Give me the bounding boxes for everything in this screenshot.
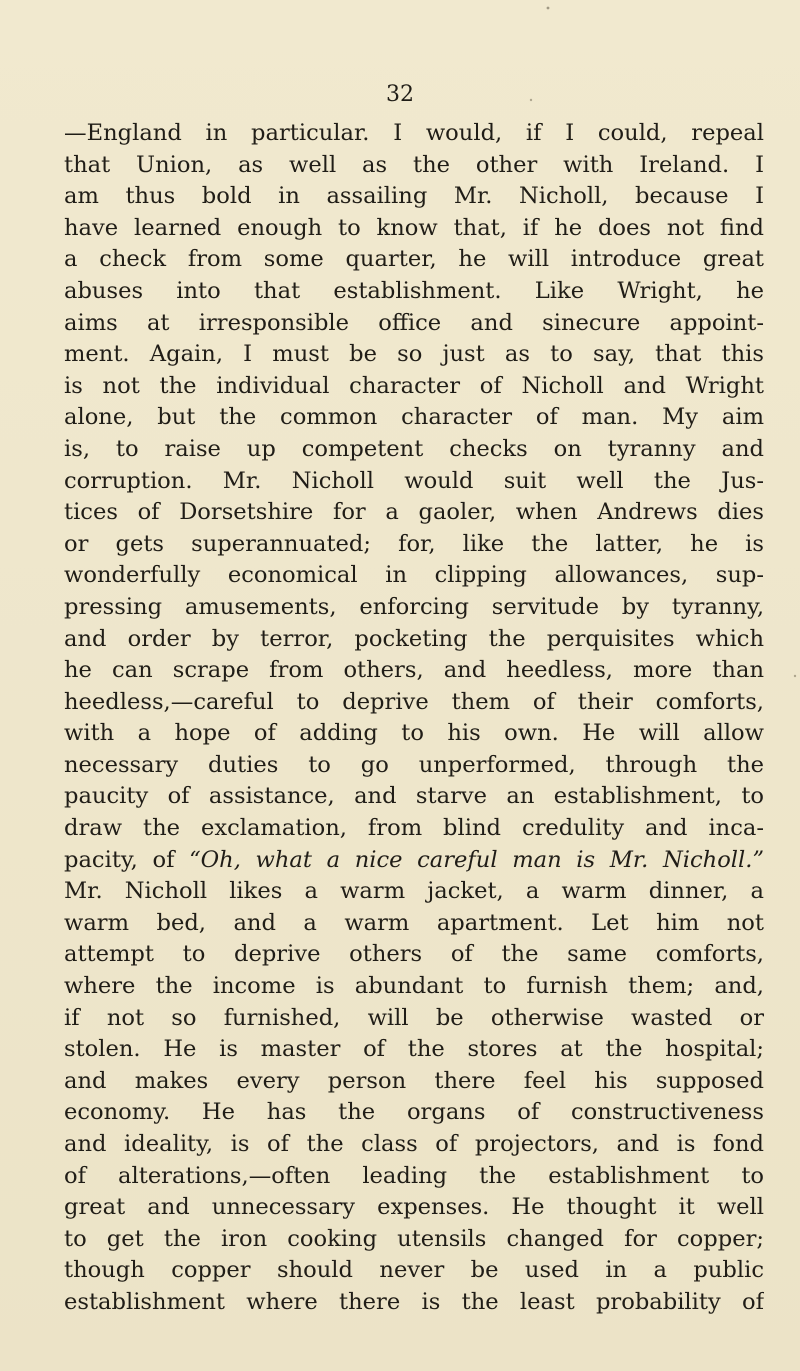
italic-quote: “Oh, what a nice careful man is Mr. Nicholl.” xyxy=(189,846,764,873)
text-line: alone, but the common character of man. My aim xyxy=(64,404,764,431)
text-line: is not the individual character of Nicholl and Wright xyxy=(64,372,764,399)
text-line: if not so furnished, will be otherwise wasted or xyxy=(64,1004,764,1031)
paper-speck xyxy=(547,7,550,10)
text-line: great and unnecessary expenses. He thought it well xyxy=(64,1194,764,1221)
text-line: and makes every person there feel his supposed xyxy=(64,1067,764,1094)
text-line: to get the iron cooking utensils changed for copper; xyxy=(64,1225,764,1252)
text-line: am thus bold in assailing Mr. Nicholl, because I xyxy=(64,183,764,210)
text-line-lead: pacity, of xyxy=(64,846,190,873)
text-line: draw the exclamation, from blind credulity and inca- xyxy=(64,815,764,842)
text-line: though copper should never be used in a public xyxy=(64,1257,764,1284)
text-line-with-quote xyxy=(64,845,764,877)
text-line: —England in particular. I would, if I could, repeal xyxy=(64,120,764,146)
text-line: a check from some quarter, he will introduce great xyxy=(64,246,764,273)
text-line: abuses into that establishment. Like Wright, he xyxy=(64,277,764,304)
text-line: corruption. Mr. Nicholl would suit well the Jus- xyxy=(64,467,764,494)
text-line: have learned enough to know that, if he does not find xyxy=(64,214,764,241)
text-line: ment. Again, I must be so just as to say, that this xyxy=(64,341,764,368)
text-line: necessary duties to go unperformed, through the xyxy=(64,751,764,778)
paper-speck xyxy=(794,675,796,677)
text-line: heedless,—careful to deprive them of their comforts, xyxy=(64,688,764,715)
page-number: 32 xyxy=(386,82,414,107)
text-line: and order by terror, pocketing the perquisites which xyxy=(64,625,764,652)
text-line: stolen. He is master of the stores at the hospital; xyxy=(64,1036,764,1063)
text-line: pressing amusements, enforcing servitude by tyranny, xyxy=(64,593,764,620)
text-line: aims at irresponsible office and sinecure appoint- xyxy=(64,309,764,336)
text-line: of alterations,—often leading the establishment to xyxy=(64,1162,764,1189)
body-text xyxy=(64,118,764,1319)
text-line: that Union, as well as the other with Ireland. I xyxy=(64,151,764,178)
text-line: Mr. Nicholl likes a warm jacket, a warm dinner, a xyxy=(64,878,764,905)
text-line: establishment where there is the least probability of xyxy=(64,1288,764,1315)
text-line: paucity of assistance, and starve an establishment, to xyxy=(64,783,764,810)
text-line: tices of Dorsetshire for a gaoler, when Andrews dies xyxy=(64,499,764,526)
text-line: warm bed, and a warm apartment. Let him not xyxy=(64,909,764,936)
text-line: or gets superannuated; for, like the latter, he is xyxy=(64,530,764,557)
text-line: economy. He has the organs of constructiveness xyxy=(64,1099,764,1126)
text-line: where the income is abundant to furnish them; and, xyxy=(64,973,764,1000)
text-line: he can scrape from others, and heedless, more than xyxy=(64,657,764,684)
paper-speck xyxy=(530,99,532,101)
text-line: wonderfully economical in clipping allowances, sup- xyxy=(64,562,764,589)
text-line: and ideality, is of the class of projectors, and is fond xyxy=(64,1131,764,1157)
text-line: attempt to deprive others of the same comforts, xyxy=(64,941,764,968)
text-line: with a hope of adding to his own. He will allow xyxy=(64,720,764,747)
text-line: is, to raise up competent checks on tyranny and xyxy=(64,435,764,462)
